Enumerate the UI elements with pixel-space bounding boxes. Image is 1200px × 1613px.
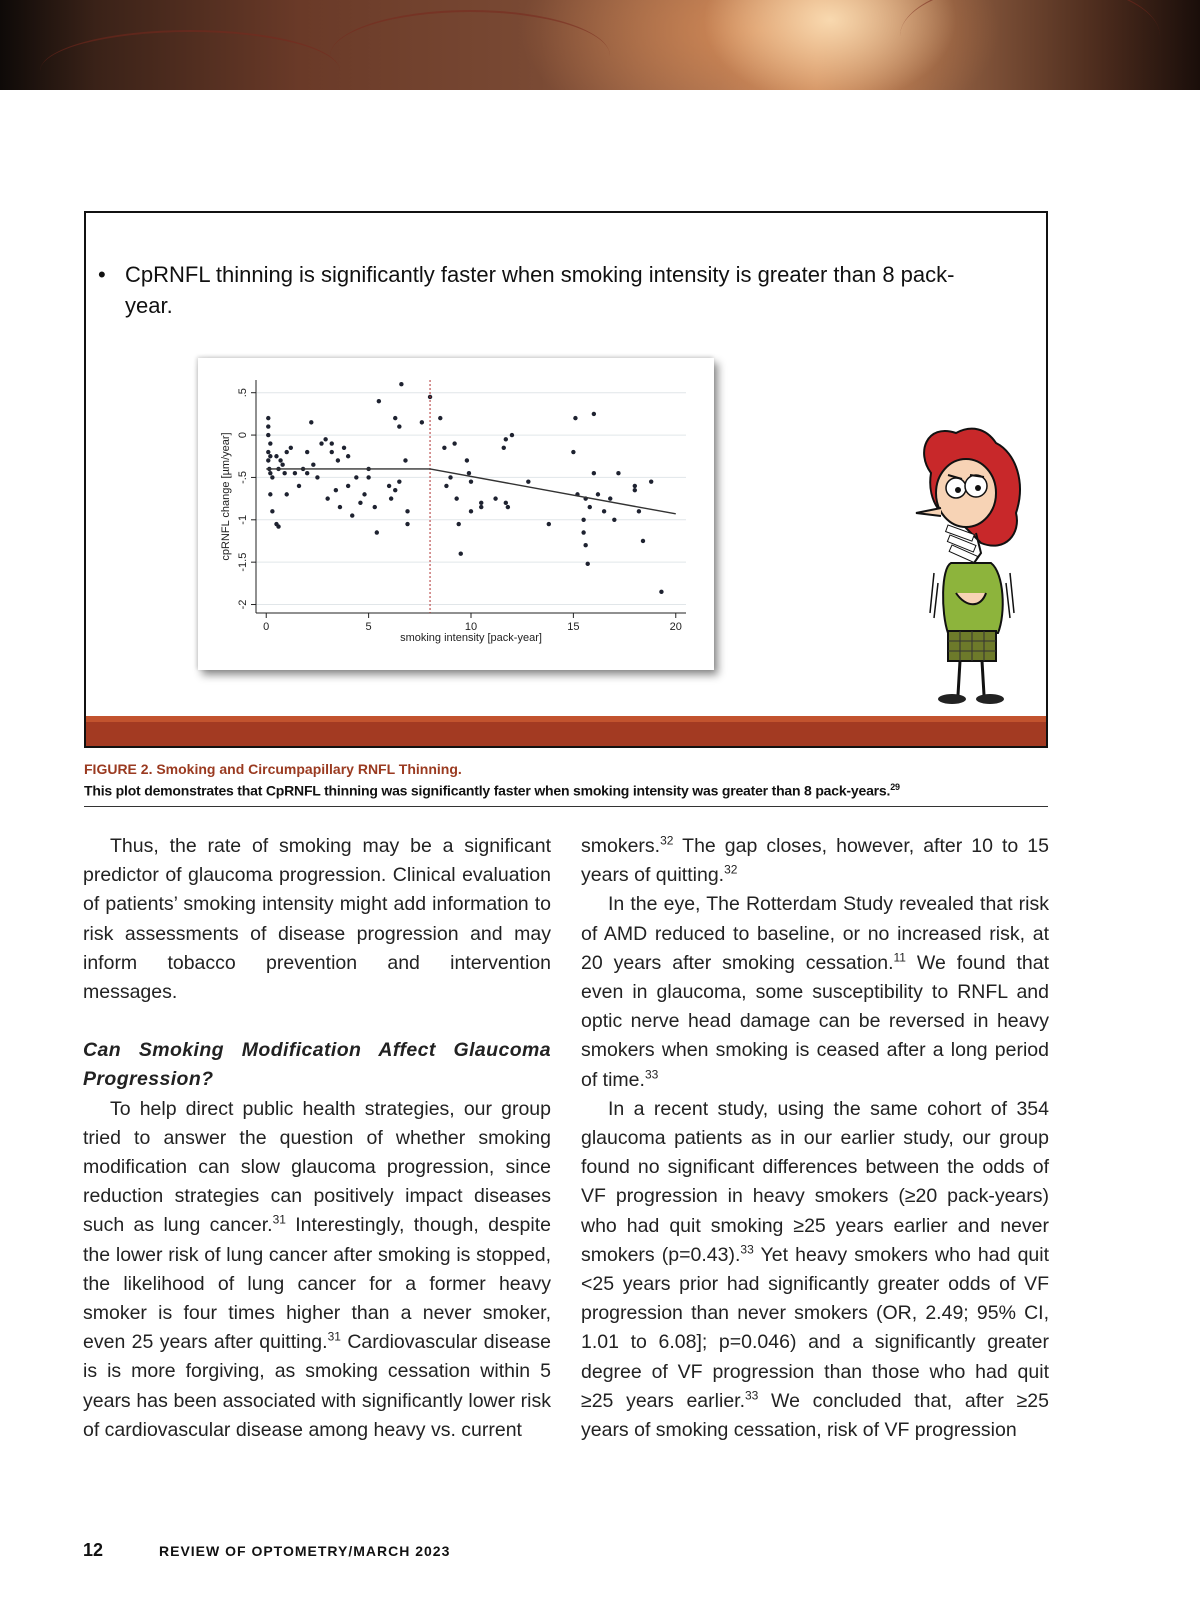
figure-bullet-text: • CpRNFL thinning is significantly faster when smoking intensity is greater than 8 pack-year. bbox=[98, 259, 958, 321]
data-point bbox=[588, 505, 592, 509]
scatter-plot bbox=[198, 358, 714, 670]
footnote-ref: 31 bbox=[272, 1212, 286, 1227]
paragraph: In a recent study, using the same cohort of 354 glaucoma patients as in our earlier study, our group found no significant differences between the odds of VF progression in heavy smokers (≥20 pack-years) who had quit smoking ≥25 years earlier and never smokers (p=0.43).$^{33}$ Yet heavy smokers who had quit <25 years prior had significantly greater odds of VF progression than never smokers (OR, 2.49; 95% CI, 1.01 to 6.08]; p=0.046) and a significantly greater degree of VF progression than those who had quit ≥25 years earlier.$^{33}$ We concluded that, after ≥25 years of smoking cessation, risk of VF progression bbox=[581, 1097, 1050, 1442]
data-point bbox=[278, 458, 282, 462]
data-point bbox=[305, 450, 309, 454]
y-tick-label: .5 bbox=[237, 388, 249, 398]
data-point bbox=[362, 492, 366, 496]
y-axis-label: cpRNFL change [µm/year] bbox=[220, 432, 232, 561]
data-point bbox=[608, 496, 612, 500]
data-point bbox=[266, 458, 270, 462]
data-point bbox=[350, 513, 354, 517]
data-point bbox=[289, 446, 293, 450]
article-column-left bbox=[83, 832, 551, 1445]
data-point bbox=[268, 492, 272, 496]
data-point bbox=[285, 492, 289, 496]
data-point bbox=[330, 450, 334, 454]
paragraph: smokers.$^{32}$ The gap closes, however, after 10 to 15 years of quitting.$^{32}$ bbox=[581, 833, 1049, 887]
data-point bbox=[649, 479, 653, 483]
data-point bbox=[399, 382, 403, 386]
figure-caption-title: FIGURE 2. Smoking and Circumpapillary RNFL Thinning. bbox=[84, 761, 462, 777]
data-point bbox=[454, 496, 458, 500]
y-tick-label: -2 bbox=[237, 599, 249, 610]
data-point bbox=[319, 441, 323, 445]
data-point bbox=[297, 484, 301, 488]
footnote-ref: 33 bbox=[644, 1067, 659, 1082]
figure-bottom-bar bbox=[86, 716, 1046, 746]
data-point bbox=[266, 416, 270, 420]
figure-panel bbox=[84, 211, 1048, 748]
data-point bbox=[268, 454, 272, 458]
data-point bbox=[282, 471, 286, 475]
data-point bbox=[315, 475, 319, 479]
bullet-point-icon: • bbox=[98, 262, 106, 287]
data-point bbox=[547, 522, 551, 526]
data-point bbox=[459, 551, 463, 555]
data-point bbox=[504, 501, 508, 505]
data-point bbox=[393, 488, 397, 492]
data-point bbox=[266, 450, 270, 454]
data-point bbox=[305, 471, 309, 475]
data-point bbox=[581, 530, 585, 534]
data-point bbox=[526, 479, 530, 483]
x-tick-label: 20 bbox=[669, 621, 682, 633]
header-banner-image bbox=[0, 0, 1200, 90]
data-point bbox=[397, 424, 401, 428]
data-point bbox=[405, 509, 409, 513]
data-point bbox=[375, 530, 379, 534]
data-point bbox=[389, 496, 393, 500]
data-point bbox=[444, 484, 448, 488]
x-tick-label: 10 bbox=[464, 621, 478, 633]
data-point bbox=[387, 484, 391, 488]
data-point bbox=[469, 479, 473, 483]
data-point bbox=[325, 496, 329, 500]
data-point bbox=[285, 450, 289, 454]
data-point bbox=[583, 543, 587, 547]
figure-caption-text: This plot demonstrates that CpRNFL thinning was significantly faster when smoking intensity was greater than 8 pack-years.$^{29}$ bbox=[84, 782, 900, 799]
data-point bbox=[393, 416, 397, 420]
plot-area bbox=[256, 380, 686, 613]
footnote-ref: 11 bbox=[893, 950, 906, 965]
data-point bbox=[571, 450, 575, 454]
data-point bbox=[354, 475, 358, 479]
data-point bbox=[479, 505, 483, 509]
y-tick-label: -1.5 bbox=[237, 552, 249, 572]
data-point bbox=[581, 518, 585, 522]
data-point bbox=[612, 518, 616, 522]
data-point bbox=[616, 471, 620, 475]
data-point bbox=[342, 446, 346, 450]
footnote-ref: 32 bbox=[660, 833, 674, 848]
data-point bbox=[602, 509, 606, 513]
data-point bbox=[592, 412, 596, 416]
y-tick-label: -.5 bbox=[237, 471, 249, 484]
data-point bbox=[633, 488, 637, 492]
data-point bbox=[596, 492, 600, 496]
data-point bbox=[465, 458, 469, 462]
data-point bbox=[274, 454, 278, 458]
paragraph: In the eye, The Rotterdam Study revealed that risk of AMD reduced to baseline, or no increased risk, at 20 years after smoking cessation.$^{11}$ We found that even in glaucoma, some susceptibility to RNFL and optic nerve head damage can be reversed in heavy smokers when smoking is ceased after a long period of time.$^{33}$ bbox=[581, 893, 1049, 1091]
data-point bbox=[637, 509, 641, 513]
data-point bbox=[336, 458, 340, 462]
data-point bbox=[448, 475, 452, 479]
data-point bbox=[479, 501, 483, 505]
data-point bbox=[377, 399, 381, 403]
section-heading: Can Smoking Modification Affect Glaucoma Progression? bbox=[83, 1039, 551, 1091]
scatter-plot-svg bbox=[198, 358, 714, 670]
footnote-ref: 31 bbox=[327, 1329, 341, 1344]
data-point bbox=[659, 590, 663, 594]
data-point bbox=[338, 505, 342, 509]
footnote-ref: 33 bbox=[745, 1388, 759, 1403]
data-point bbox=[469, 509, 473, 513]
data-point bbox=[270, 509, 274, 513]
data-point bbox=[405, 522, 409, 526]
data-point bbox=[270, 475, 274, 479]
data-point bbox=[268, 471, 272, 475]
data-point bbox=[438, 416, 442, 420]
data-point bbox=[276, 524, 280, 528]
data-point bbox=[373, 505, 377, 509]
footnote-ref: 33 bbox=[740, 1242, 754, 1257]
data-point bbox=[633, 484, 637, 488]
data-point bbox=[403, 458, 407, 462]
data-point bbox=[504, 437, 508, 441]
data-point bbox=[323, 437, 327, 441]
data-point bbox=[366, 475, 370, 479]
data-point bbox=[280, 463, 284, 467]
data-point bbox=[334, 488, 338, 492]
data-point bbox=[592, 471, 596, 475]
data-point bbox=[268, 441, 272, 445]
data-point bbox=[457, 522, 461, 526]
data-point bbox=[573, 416, 577, 420]
smoking-woman-cartoon bbox=[886, 413, 1046, 713]
data-point bbox=[502, 446, 506, 450]
data-point bbox=[330, 441, 334, 445]
magazine-issue: REVIEW OF OPTOMETRY/MARCH 2023 bbox=[159, 1543, 451, 1559]
data-point bbox=[452, 441, 456, 445]
paragraph: Thus, the rate of smoking may be a significant predictor of glaucoma progression. Clinical evaluation of patients’ smoking intensity might add information to risk assessments of disease progression and may inform tobacco prevention and intervention messages. bbox=[83, 835, 551, 1004]
footnote-ref: 32 bbox=[724, 862, 738, 877]
figure-caption bbox=[84, 760, 1048, 807]
data-point bbox=[309, 420, 313, 424]
data-point bbox=[266, 424, 270, 428]
data-point bbox=[493, 496, 497, 500]
data-point bbox=[311, 463, 315, 467]
footnote-ref: 29 bbox=[890, 782, 900, 792]
x-tick-label: 15 bbox=[567, 621, 580, 633]
data-point bbox=[346, 484, 350, 488]
data-point bbox=[293, 471, 297, 475]
data-point bbox=[641, 539, 645, 543]
page-number: 12 bbox=[83, 1540, 104, 1560]
data-point bbox=[506, 505, 510, 509]
data-point bbox=[442, 446, 446, 450]
data-point bbox=[586, 562, 590, 566]
data-point bbox=[467, 471, 471, 475]
y-tick-label: -1 bbox=[237, 514, 249, 525]
data-point bbox=[420, 420, 424, 424]
data-point bbox=[266, 433, 270, 437]
data-point bbox=[397, 479, 401, 483]
paragraph: To help direct public health strategies, our group tried to answer the question of whether smoking modification can slow glaucoma progression, since reduction strategies can positively impact diseases such as lung cancer.$^{31}$ Interestingly, though, despite the lower risk of lung cancer after smoking is stopped, the likelihood of lung cancer for a former heavy smoker is four times higher than a never smoker, even 25 years after quitting.$^{31}$ Cardiovascular disease is is more forgiving, as smoking cessation within 5 years has been associated with significantly lower risk of cardiovascular disease among heavy vs. current bbox=[83, 1097, 551, 1441]
x-tick-label: 0 bbox=[263, 621, 270, 633]
x-axis-label: smoking intensity [pack-year] bbox=[400, 632, 542, 644]
data-point bbox=[510, 433, 514, 437]
article-column-right bbox=[581, 832, 1049, 1445]
data-point bbox=[346, 454, 350, 458]
data-point bbox=[358, 501, 362, 505]
x-tick-label: 5 bbox=[365, 621, 372, 633]
y-tick-label: 0 bbox=[237, 432, 249, 439]
